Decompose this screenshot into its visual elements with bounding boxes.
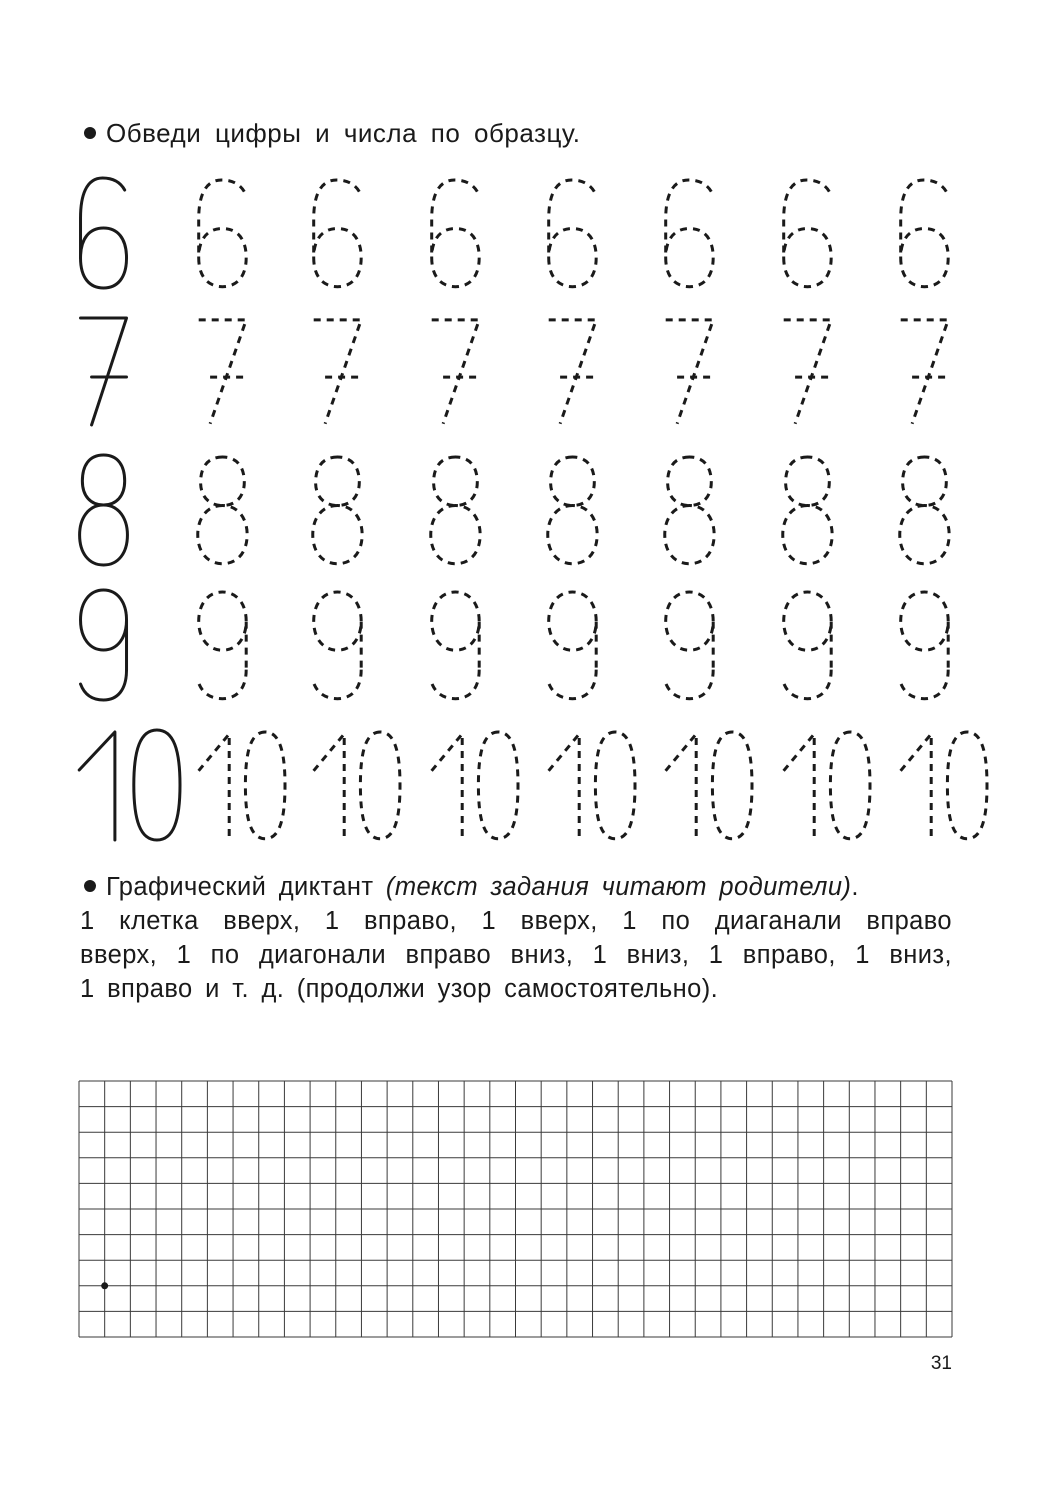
sample-digit-6 [81,178,127,288]
trace-digit-8-5[interactable] [665,457,714,564]
trace-digit-6-5[interactable] [666,180,714,287]
sample-digit-7 [81,318,127,425]
trace-digit-8-1[interactable] [198,457,247,564]
trace-digit-9-2[interactable] [314,592,362,699]
trace-digit-8-7[interactable] [900,457,949,564]
trace-digit-6-3[interactable] [432,180,480,287]
sample-digit-10 [79,730,180,840]
trace-digit-8-2[interactable] [313,457,362,564]
trace-digit-8-3[interactable] [431,457,480,564]
trace-digit-7-5[interactable] [666,320,714,424]
trace-digit-9-6[interactable] [784,592,832,699]
trace-digit-10-6[interactable] [784,732,870,839]
trace-digit-7-3[interactable] [432,320,480,424]
grid-svg[interactable] [78,1080,953,1338]
page-number: 31 [930,1353,952,1374]
trace-digit-8-6[interactable] [783,457,832,564]
trace-digit-9-7[interactable] [901,592,949,699]
trace-digit-9-4[interactable] [549,592,597,699]
digit-tracing-svg [0,150,1050,850]
dictation-note: (текст задания читают родители) [385,873,852,901]
trace-digit-9-1[interactable] [199,592,247,699]
trace-digit-7-4[interactable] [549,320,597,424]
trace-digit-10-3[interactable] [432,732,518,839]
trace-digit-7-7[interactable] [901,320,949,424]
digit-tracing-area [0,150,1050,850]
trace-digit-7-2[interactable] [314,320,362,424]
trace-digit-10-7[interactable] [901,732,987,839]
trace-digit-10-1[interactable] [199,732,285,839]
trace-digit-6-6[interactable] [784,180,832,287]
start-point-dot [101,1282,108,1289]
trace-digit-9-3[interactable] [432,592,480,699]
dictation-line-2: вверх, 1 по диагонали вправо вниз, 1 вниз, 1 вправо, 1 вниз, [80,941,952,969]
trace-digit-7-1[interactable] [199,320,247,424]
graph-paper-grid[interactable] [78,1080,953,1338]
bullet-icon [84,127,96,139]
trace-digit-8-4[interactable] [548,457,597,564]
sample-digit-9 [81,590,127,700]
dictation-heading [80,870,952,904]
bullet-icon [84,880,96,892]
trace-digit-6-4[interactable] [549,180,597,287]
trace-digit-7-6[interactable] [784,320,832,424]
dictation-title: Графический диктант [106,873,374,901]
trace-digit-10-2[interactable] [314,732,400,839]
graphic-dictation-text [80,870,952,1006]
dictation-line-1: 1 клетка вверх, 1 вправо, 1 вверх, 1 по диаганали вправо [80,907,952,935]
tracing-instruction-text: Обведи цифры и числа по образцу. [106,118,581,148]
trace-digit-6-7[interactable] [901,180,949,287]
dictation-line-3: 1 вправо и т. д. (продолжи узор самостоятельно). [80,975,719,1003]
trace-digit-9-5[interactable] [666,592,714,699]
dictation-title-end: . [851,873,859,901]
sample-digit-8 [80,455,128,565]
trace-digit-6-2[interactable] [314,180,362,287]
tracing-instruction [80,118,580,149]
trace-digit-10-4[interactable] [549,732,635,839]
trace-digit-10-5[interactable] [666,732,752,839]
trace-digit-6-1[interactable] [199,180,247,287]
